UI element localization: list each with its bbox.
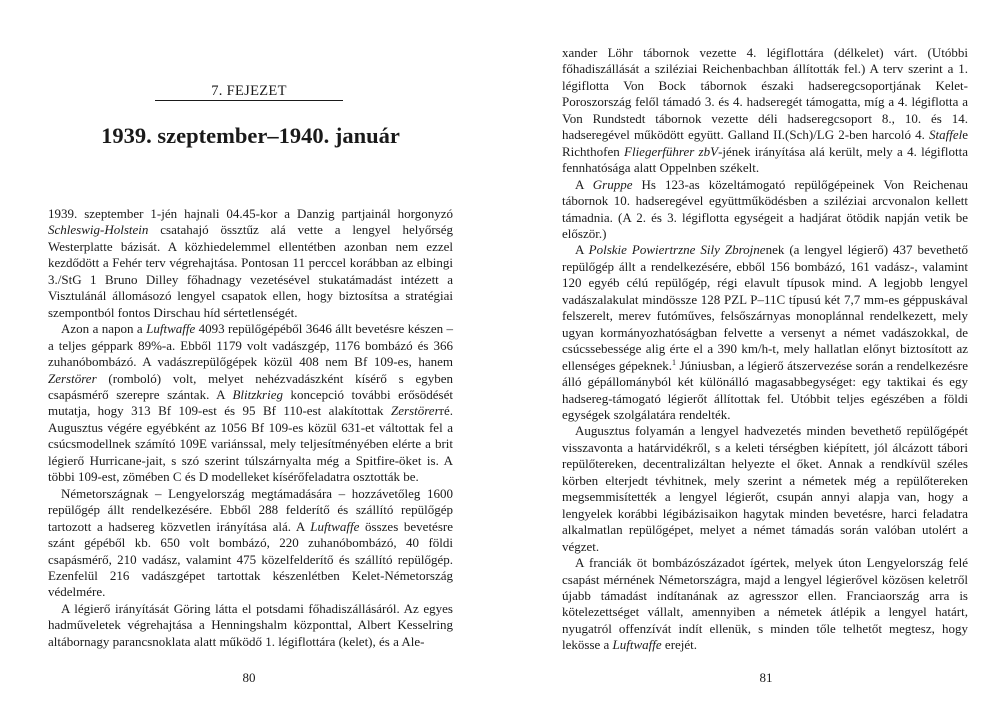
italic-text: Blitzkrieg — [232, 386, 283, 402]
paragraph — [48, 486, 453, 601]
text-run: xander Löhr tábornok vezette 4. légiflottára (délkelet) várt. (Utóbbi főhadiszállását a sziléziai Reichenbachban állították fel.) A terv szerint a 1. légiflotta Von Bock tábornok északi hadseregcsoportjának Kelet-Poroszország felől támadó 3. és 4. hadseregét támogatta, míg a 4. légiflotta a Von Rundstedt tábornok vezette déli hadseregcsoport 8., 10. és 14. hadseregével működött együtt. Galland II.(Sch)/LG 2-ben harcoló 4. — [562, 45, 968, 143]
text-run: erejét. — [661, 637, 698, 653]
italic-text: Luftwaffe — [612, 637, 662, 653]
text-run: Németországnak – Lengyelország megtámadására – hozzávetőleg 1600 repülőgép állt rendelkezésére. Ebből 288 felderítő és szállító repülőgép tartozott a hadsereg közvetlen irányítása alá. A — [48, 485, 453, 534]
paragraph — [48, 601, 453, 650]
chapter-label: 7. FEJEZET — [155, 83, 343, 101]
text-run: Azon a napon a — [61, 321, 147, 337]
text-run: 4093 repülőgépéből 3646 állt bevetésre készen – a teljes géppark 89%-a. Ebből 1179 volt vadászgép, 1176 bombázó és 366 zuhanóbombázó. A vadászrepülőgépek közül 408 nem Bf 109-es, hanem — [48, 321, 454, 370]
italic-text: Zerstörer — [391, 403, 440, 419]
italic-text: Polskie Powiertrzne Sily Zbrojne — [588, 242, 766, 258]
italic-text: Staffel — [929, 127, 963, 143]
text-run: ré. Augusztus végére egyébként az 1056 Bf 109-es közül 631-et váltottak fel a csúcsmodellnek számító 109E variánssal, mely teljesítményében elérte a brit légierő Hurricane-jait, s szó szerint túlszárnyalta még a Spitfire-öket is. A többi 109-est, zömében C és D modelleket kísérőfeladatra osztották be. — [48, 403, 453, 485]
chapter-title: 1939. szeptember–1940. január — [101, 123, 400, 148]
paragraph — [562, 242, 968, 423]
text-run: e Richthofen — [562, 127, 968, 159]
footnote-marker: 1 — [672, 357, 676, 367]
italic-text: Luftwaffe — [146, 321, 196, 337]
text-run: koncepció további erősödését mutatja, hogy 313 Bf 109-est és 95 Bf 110-est alakítottak — [48, 386, 453, 419]
italic-text: Gruppe — [592, 176, 633, 192]
right-page — [502, 0, 1004, 720]
text-run: A légierő irányítását Göring látta el potsdami főhadiszállásáról. Az egyes hadműveletek végrehajtása a Henningshalm központtal, Albert Kesselring altábornagy parancsnoklata alatt működő 1. légiflottára (kelet), és a Ale- — [48, 600, 453, 649]
text-run: A franciák öt bombázószázadot ígértek, melyek úton Lengyelország felé csapást mérnének Németországra, majd a lengyel légierővel közösen keletről újabb támadást indítanának az agresszor ellen. Franciaország arra is kötelezettséget vállalt, amennyiben a németek átlépik a lengyel határt, nyugatról offenzívát indít ellenük, s minden tőle telhetőt megtesz, hogy lekösse a — [562, 555, 968, 653]
text-run: nek (a lengyel légierő) 437 bevethető repülőgép állt a rendelkezésére, ebből 156 bombázó, 161 vadász-, valamint 120 egyéb célú repülőgép, régi elavult típusok mind. A legjobb lengyel vadászalakulat mindössze 128 PZL P–11C típusú két 7,7 mm-es géppuskával felszerelt, merev futóműves, felsőszárnyas monoplánnal rendelkezett, mely ugyan kormányozhatóságban felvette a versenyt a német vadászokkal, de csúcssebessége alig érte el a 390 km/h-t, mely hallatlan előnyt biztosított az ellenséges gépeknek. — [562, 242, 969, 373]
page-number-right: 81 — [759, 670, 773, 685]
text-run: Augusztus folyamán a lengyel hadvezetés minden bevethető repülőgépét visszavonta a határvidékről, s a keleti térségben kiépített, jól álcázott tábori repülőtereken, decentralizáltan helyezte el őket. Annak a rendkívül széles körben elterjedt tévhitnek, mely szerint a németek még a repülőtereken megsemmisítették a lengyel légierőt, csupán annyi alapja van, hogy a lengyelek korábbi légibázisaikon hagytak minden bevetésre, harci feladatra alkalmatlan repülőgépet, melyet a német támadás során valóban utolért a végzet. — [562, 423, 968, 554]
italic-text: Zerstörer — [48, 370, 97, 386]
page-number-left: 80 — [242, 670, 256, 685]
italic-text: Fliegerführer zbV — [624, 143, 719, 159]
text-run: csatahajó össztűz alá vette a lengyel helyőrség Westerplatte bázisát. A közhiedelemmel ellentétben azonban nem ezzel kezdődött a Fehér terv végrehajtása. Pontosan 11 perccel korábban az elbingi 3./StG 1 Bruno Dilley főhadnagy vezetésével stukatámadást intézett a Visztulánál állomásozó lengyel csapatok ellen, hogy biztosítsa a stratégiai szempontból fontos Dirschau híd sértetlenségét. — [48, 222, 453, 320]
italic-text: Schleswig-Holstein — [48, 222, 149, 238]
paragraph — [562, 45, 968, 177]
paragraph — [562, 555, 968, 654]
left-body-text — [48, 206, 453, 650]
text-run: Hs 123-as közeltámogató repülőgépeinek Von Reichenau tábornok 10. hadseregével együttműködésben a sziléziai arcvonalon kellett támadnia. (A 2. és 3. légiflotta egységeit a hadjárat ötödik napján vetik be először.) — [562, 176, 969, 241]
paragraph — [48, 206, 453, 321]
text-run: A — [575, 242, 589, 258]
right-body-text — [562, 45, 968, 654]
text-run: összes bevetésre szánt gépéből kb. 650 volt bombázó, 220 zuhanóbombázó, 40 földi csapásmérő, 210 vadász, valamint 475 közelfelderítő és szállító repülőgép. Ezenfelül 216 vadászgépet tartottak készenlétben Kelet-Németország védelmére. — [48, 518, 453, 600]
text-run: (romboló) volt, melyet nehézvadászként kísérő s egyben csapásmérő szerepre szántak. A — [48, 370, 453, 402]
text-run: 1939. szeptember 1-jén hajnali 04.45-kor a Danzig partjainál horgonyzó — [48, 206, 453, 221]
italic-text: Luftwaffe — [310, 518, 360, 534]
text-run: -jének irányítása alá került, mely a 4. légiflotta fennhatósága alatt Oppelnben székelt. — [562, 143, 969, 176]
paragraph — [562, 177, 968, 243]
paragraph — [562, 423, 968, 555]
text-run: A — [575, 176, 593, 192]
text-run: Júniusban, a légierő átszervezése során a rendelkezésre álló gépállományból két különálló magasabbegységet: egy taktikai és egy hadsereg-támogató légierőt állítottak fel. Utóbbit teljes egészében a földi egységek szolgálatára rendelték. — [562, 357, 968, 422]
paragraph — [48, 321, 453, 486]
